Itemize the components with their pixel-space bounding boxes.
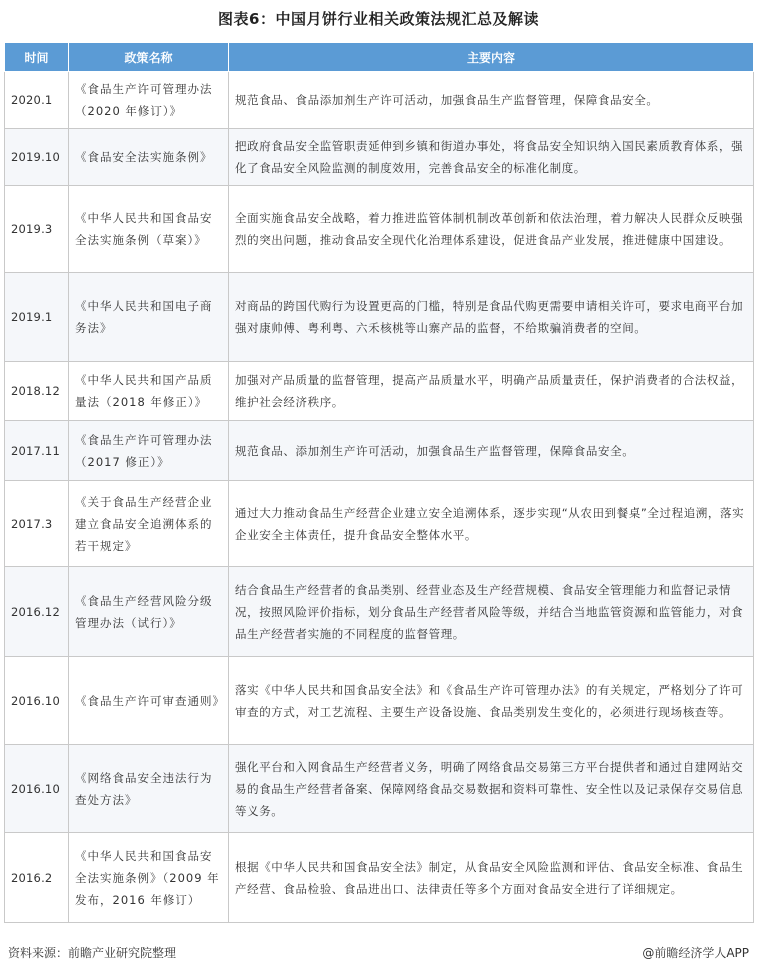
table-row xyxy=(5,481,754,567)
row-content: 落实《中华人民共和国食品安全法》和《食品生产许可管理办法》的有关规定，严格划分了许可审查的方式，对工艺流程、主要生产设备设施、食品类别发生变化的，必须进行现场核查等。 xyxy=(229,657,754,745)
row-policy-name: 《食品安全法实施条例》 xyxy=(69,129,229,186)
header-main-content: 主要内容 xyxy=(229,43,754,72)
row-date: 2016.10 xyxy=(5,745,69,833)
row-content: 把政府食品安全监管职责延伸到乡镇和街道办事处，将食品安全知识纳入国民素质教育体系，强化了食品安全风险监测的制度效用，完善食品安全的标准化制度。 xyxy=(229,129,754,186)
row-content: 全面实施食品安全战略，着力推进监管体制机制改革创新和依法治理，着力解决人民群众反映强烈的突出问题，推动食品安全现代化治理体系建设，促进食品产业发展，推进健康中国建设。 xyxy=(229,186,754,273)
header-date: 时间 xyxy=(5,43,69,72)
table-row xyxy=(5,657,754,745)
row-policy-name: 《食品生产许可管理办法（2017 修正）》 xyxy=(69,421,229,481)
table-row xyxy=(5,72,754,129)
table-row xyxy=(5,362,754,421)
table-row xyxy=(5,186,754,273)
row-date: 2020.1 xyxy=(5,72,69,129)
table-row xyxy=(5,129,754,186)
table-header-row xyxy=(5,43,754,72)
row-content: 对商品的跨国代购行为设置更高的门槛，特别是食品代购更需要申请相关许可，要求电商平台加强对康帅傅、粤利粤、六禾核桃等山寨产品的监督，不给欺骗消费者的空间。 xyxy=(229,273,754,362)
row-policy-name: 《关于食品生产经营企业建立食品安全追溯体系的若干规定》 xyxy=(69,481,229,567)
row-date: 2018.12 xyxy=(5,362,69,421)
row-content: 结合食品生产经营者的食品类别、经营业态及生产经营规模、食品安全管理能力和监督记录情况，按照风险评价指标，划分食品生产经营者风险等级，并结合当地监管资源和监管能力，对食品生产经营者实施的不同程度的监督管理。 xyxy=(229,567,754,657)
row-policy-name: 《中华人民共和国食品安全法实施条例（草案）》 xyxy=(69,186,229,273)
row-date: 2016.2 xyxy=(5,833,69,923)
row-content: 通过大力推动食品生产经营企业建立安全追溯体系，逐步实现“从农田到餐桌”全过程追溯，落实企业安全主体责任，提升食品安全整体水平。 xyxy=(229,481,754,567)
page-title: 图表6：中国月饼行业相关政策法规汇总及解读 xyxy=(218,10,539,28)
row-policy-name: 《食品生产许可审查通则》 xyxy=(69,657,229,745)
table-row xyxy=(5,273,754,362)
row-policy-name: 《食品生产许可管理办法（2020 年修订）》 xyxy=(69,72,229,129)
row-content: 规范食品、添加剂生产许可活动，加强食品生产监督管理，保障食品安全。 xyxy=(229,421,754,481)
row-date: 2017.3 xyxy=(5,481,69,567)
policy-table xyxy=(4,42,754,923)
table-row xyxy=(5,745,754,833)
table-row xyxy=(5,421,754,481)
row-policy-name: 《中华人民共和国产品质量法（2018 年修正）》 xyxy=(69,362,229,421)
row-content: 根据《中华人民共和国食品安全法》制定，从食品安全风险监测和评估、食品安全标准、食品生产经营、食品检验、食品进出口、法律责任等多个方面对食品安全进行了详细规定。 xyxy=(229,833,754,923)
row-content: 加强对产品质量的监督管理，提高产品质量水平，明确产品质量责任，保护消费者的合法权益，维护社会经济秩序。 xyxy=(229,362,754,421)
row-date: 2016.12 xyxy=(5,567,69,657)
row-date: 2019.3 xyxy=(5,186,69,273)
row-date: 2019.10 xyxy=(5,129,69,186)
header-policy-name: 政策名称 xyxy=(69,43,229,72)
source-note: 资料来源：前瞻产业研究院整理 xyxy=(8,946,177,960)
row-policy-name: 《中华人民共和国电子商务法》 xyxy=(69,273,229,362)
table-row xyxy=(5,833,754,923)
row-content: 规范食品、食品添加剂生产许可活动，加强食品生产监督管理，保障食品安全。 xyxy=(229,72,754,129)
brand-credit: @前瞻经济学人APP xyxy=(642,946,749,960)
row-date: 2017.11 xyxy=(5,421,69,481)
row-policy-name: 《网络食品安全违法行为查处方法》 xyxy=(69,745,229,833)
row-date: 2019.1 xyxy=(5,273,69,362)
row-content: 强化平台和入网食品生产经营者义务，明确了网络食品交易第三方平台提供者和通过自建网站交易的食品生产经营者备案、保障网络食品交易数据和资料可靠性、安全性以及记录保存交易信息等义务。 xyxy=(229,745,754,833)
row-policy-name: 《中华人民共和国食品安全法实施条例》（2009 年发布，2016 年修订） xyxy=(69,833,229,923)
table-row xyxy=(5,567,754,657)
row-date: 2016.10 xyxy=(5,657,69,745)
row-policy-name: 《食品生产经营风险分级管理办法（试行）》 xyxy=(69,567,229,657)
